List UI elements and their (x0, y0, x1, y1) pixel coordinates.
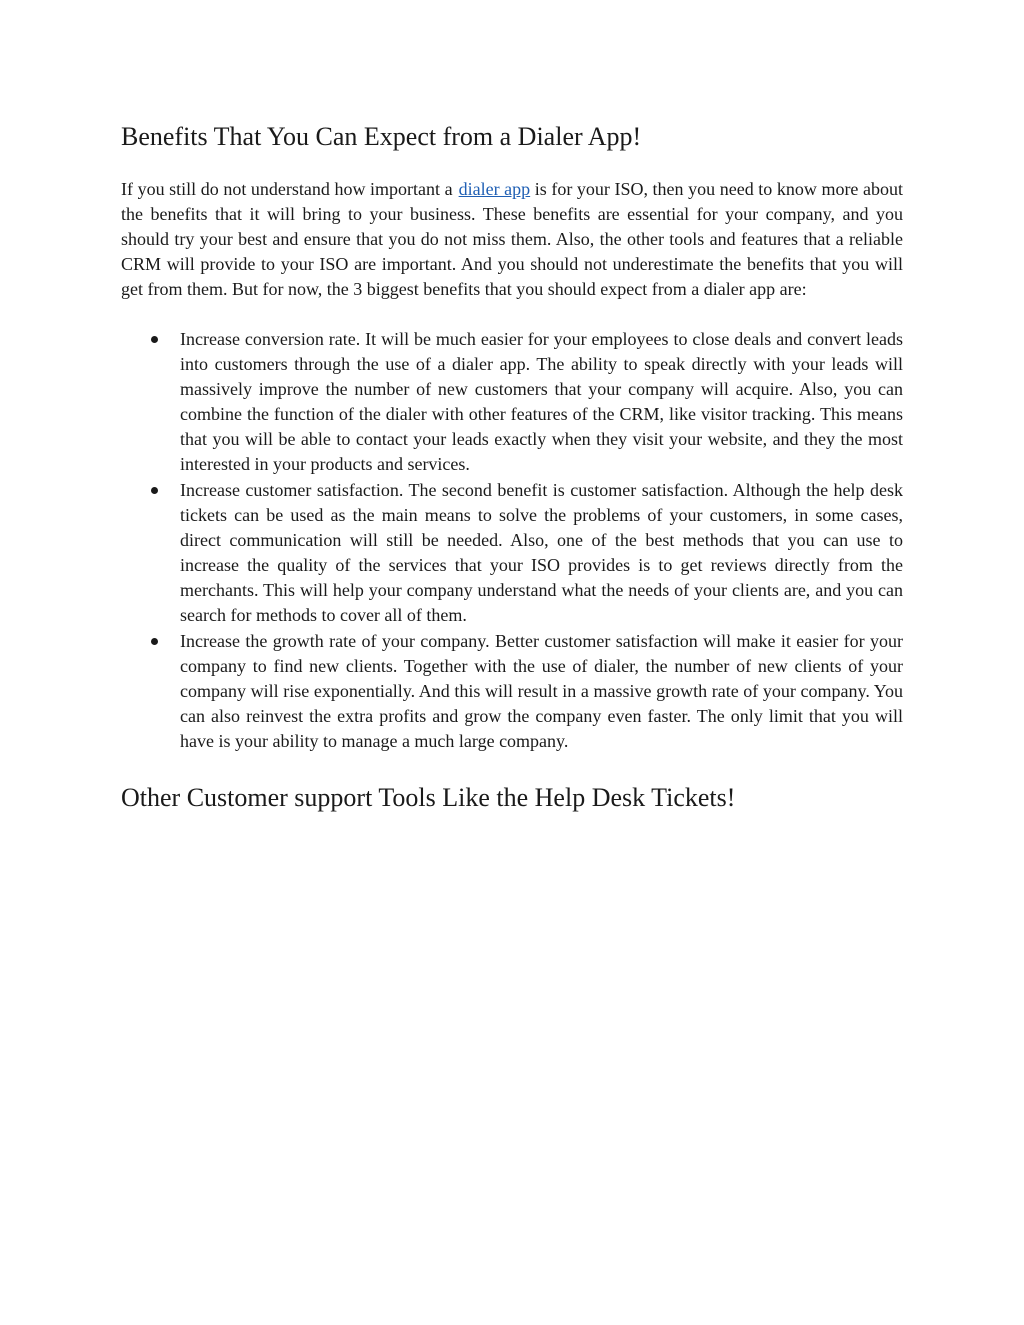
intro-text-after-link: is for your ISO, then you need to know more about the benefits that it will bring to your business. These benefits are essential for your company, and you should try your best and ensure that you do not miss them. Also, the other tools and features that a reliable CRM will provide to your ISO are important. And you should not underestimate the benefits that you will get from them. But for now, the 3 biggest benefits that you should expect from a dialer app are: (121, 179, 903, 299)
intro-paragraph (121, 177, 903, 302)
bullet-icon (151, 487, 158, 494)
list-item (121, 327, 903, 477)
bullet-icon (151, 638, 158, 645)
benefits-list (121, 327, 903, 754)
document-page (121, 120, 903, 815)
bullet-icon (151, 336, 158, 343)
benefit-text: Increase customer satisfaction. The second benefit is customer satisfaction. Although the help desk tickets can be used as the main means to solve the problems of your customers, in some cases, direct communication will still be needed. Also, one of the best methods that you can use to increase the quality of the services that your ISO provides is to get reviews directly from the merchants. This will help your company understand what the needs of your clients are, and you can search for methods to cover all of them. (180, 480, 903, 625)
list-item (121, 629, 903, 754)
heading-benefits: Benefits That You Can Expect from a Dialer App! (121, 122, 642, 151)
intro-text-before-link: If you still do not understand how important a (121, 179, 453, 199)
dialer-app-link[interactable]: dialer app (458, 179, 531, 199)
list-item (121, 478, 903, 628)
heading-other-tools: Other Customer support Tools Like the Help Desk Tickets! (121, 783, 736, 812)
benefit-text: Increase conversion rate. It will be much easier for your employees to close deals and convert leads into customers through the use of a dialer app. The ability to speak directly with your leads will massively improve the number of new customers that your company will acquire. Also, you can combine the function of the dialer with other features of the CRM, like visitor tracking. This means that you will be able to contact your leads exactly when they visit your website, and they the most interested in your products and services. (180, 329, 903, 474)
benefit-text: Increase the growth rate of your company. Better customer satisfaction will make it easier for your company to find new clients. Together with the use of dialer, the number of new clients of your company will rise exponentially. And this will result in a massive growth rate of your company. You can also reinvest the extra profits and grow the company even faster. The only limit that you will have is your ability to manage a much large company. (180, 631, 903, 751)
